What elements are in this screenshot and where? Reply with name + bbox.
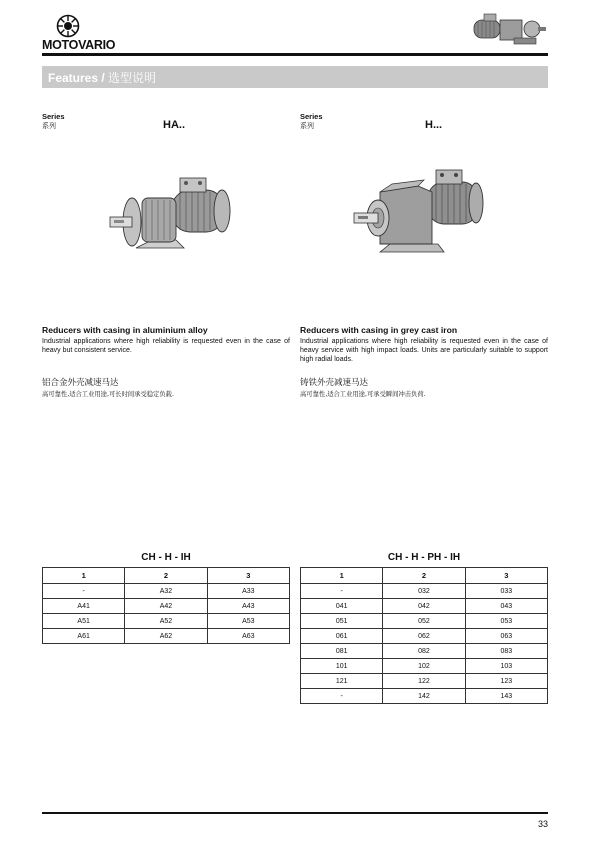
table-header-cell: 2: [383, 568, 465, 584]
table-row: [301, 674, 548, 689]
section-title-separator: /: [98, 71, 109, 85]
table-cell: 081: [301, 644, 383, 659]
table-cell: 032: [383, 584, 465, 599]
table-row: [301, 659, 548, 674]
table-cell: 121: [301, 674, 383, 689]
table-row: [43, 584, 290, 599]
table-cell: A33: [207, 584, 289, 599]
table-row: [301, 614, 548, 629]
table-row: [43, 614, 290, 629]
table-cell: 142: [383, 689, 465, 704]
right-description-title-cn: 铸铁外壳减速马达: [300, 378, 369, 388]
table-cell: 123: [465, 674, 547, 689]
series-label-cn-right: 系列: [300, 122, 314, 130]
header-divider: [42, 53, 548, 56]
table-cell: 101: [301, 659, 383, 674]
table-cell: A53: [207, 614, 289, 629]
table-cell: A51: [43, 614, 125, 629]
left-description-title: Reducers with casing in aluminium alloy: [42, 325, 208, 335]
brand-logo-text: MOTOVARIO: [42, 38, 116, 52]
series-label-left: Series: [42, 112, 65, 121]
table-cell: 042: [383, 599, 465, 614]
motovario-emblem-icon: [56, 14, 80, 38]
series-label-right: Series: [300, 112, 323, 121]
table-cell: -: [301, 689, 383, 704]
table-cell: A52: [125, 614, 207, 629]
table-header-cell: 3: [207, 568, 289, 584]
table-cell: 043: [465, 599, 547, 614]
table-row: [301, 629, 548, 644]
right-table-title: CH - H - PH - IH: [387, 552, 461, 563]
table-row: [43, 599, 290, 614]
h-reducer-image: [340, 166, 500, 266]
table-cell: 083: [465, 644, 547, 659]
table-cell: 053: [465, 614, 547, 629]
table-cell: 063: [465, 629, 547, 644]
right-description-body: Industrial applications where high reliability is requested even in the case of heavy service with high impact loads. Units are particularly suitable to support high radial loads.: [300, 338, 548, 363]
table-cell: A62: [125, 629, 207, 644]
table-cell: 103: [465, 659, 547, 674]
table-cell: A41: [43, 599, 125, 614]
table-cell: 033: [465, 584, 547, 599]
page-number: 33: [537, 819, 548, 829]
table-cell: 061: [301, 629, 383, 644]
section-title: [48, 69, 156, 86]
table-cell: 102: [383, 659, 465, 674]
table-cell: -: [43, 584, 125, 599]
series-code-ha: HA..: [163, 119, 185, 131]
table-row: [301, 584, 548, 599]
table-row: [301, 599, 548, 614]
left-description-body-cn: 高可靠性,适合工业用途,可长时间承受稳定负载.: [42, 391, 174, 398]
table-cell: A63: [207, 629, 289, 644]
series-label-cn-left: 系列: [42, 122, 56, 130]
table-cell: 143: [465, 689, 547, 704]
table-cell: A61: [43, 629, 125, 644]
table-cell: 051: [301, 614, 383, 629]
footer-divider: [42, 812, 548, 814]
section-title-en: Features: [48, 71, 99, 85]
table-header-cell: 2: [125, 568, 207, 584]
table-header-row: [301, 568, 548, 584]
series-code-h: H...: [425, 119, 443, 131]
table-cell: 041: [301, 599, 383, 614]
table-row: [301, 689, 548, 704]
right-size-table: [300, 567, 548, 704]
table-cell: A43: [207, 599, 289, 614]
table-row: [43, 629, 290, 644]
table-cell: 062: [383, 629, 465, 644]
left-description-title-cn: 铝合金外壳减速马达: [42, 378, 119, 388]
right-description-title: Reducers with casing in grey cast iron: [300, 325, 458, 335]
table-cell: 082: [383, 644, 465, 659]
right-description-body-cn: 高可靠性,适合工业用途,可承受瞬间冲击负荷.: [300, 391, 426, 398]
ha-reducer-image: [100, 170, 260, 270]
table-row: [301, 644, 548, 659]
table-cell: A42: [125, 599, 207, 614]
table-header-cell: 1: [301, 568, 383, 584]
left-size-table: [42, 567, 290, 644]
left-table-title: CH - H - IH: [141, 552, 191, 563]
gearmotor-thumbnail-image: [470, 8, 548, 50]
table-cell: A32: [125, 584, 207, 599]
table-header-cell: 3: [465, 568, 547, 584]
left-description-body: Industrial applications where high reliability is requested even in the case of heavy but consistent service.: [42, 338, 290, 354]
table-header-cell: 1: [43, 568, 125, 584]
table-cell: 052: [383, 614, 465, 629]
section-title-cn: 选型说明: [108, 71, 157, 85]
table-cell: 122: [383, 674, 465, 689]
table-header-row: [43, 568, 290, 584]
table-cell: -: [301, 584, 383, 599]
